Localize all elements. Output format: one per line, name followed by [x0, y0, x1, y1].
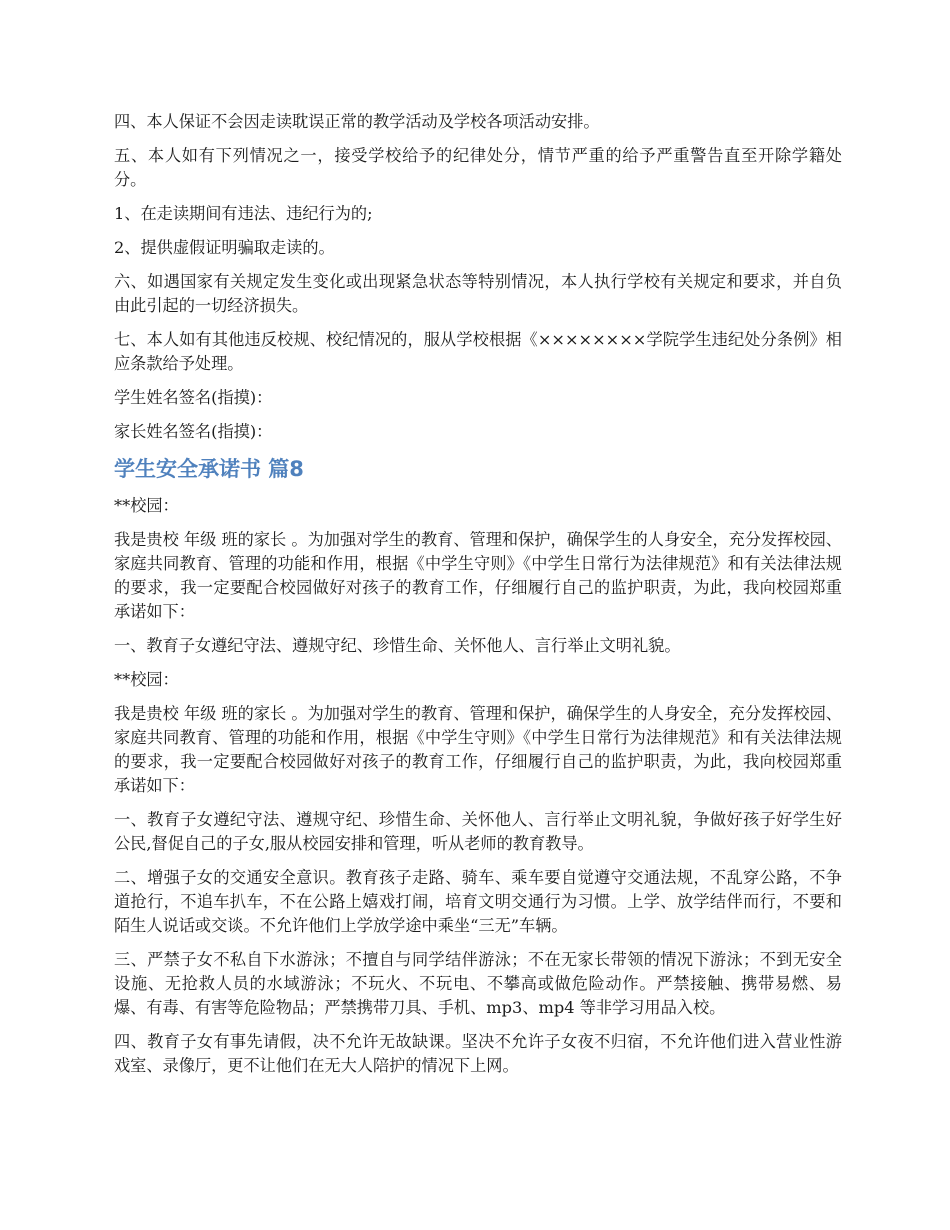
salutation-2: **校园： — [114, 670, 179, 689]
commitment-1: 一、教育子女遵纪守法、遵规守纪、珍惜生命、关怀他人、言行举止文明礼貌，争做好孩子好学生好公民,督促自己的子女,服从校园安排和管理，听从老师的教育教导。 — [114, 810, 842, 853]
paragraph-before-2: 五、本人如有下列情况之一，接受学校给予的纪律处分，情节严重的给予严重警告直至开除学籍处分。 — [114, 146, 842, 189]
student-signature-line: 学生姓名签名(指摸)： — [114, 388, 273, 407]
paragraph-before-5: 六、如遇国家有关规定发生变化或出现紧急状态等特别情况，本人执行学校有关规定和要求，并自负由此引起的一切经济损失。 — [114, 272, 842, 315]
commitment-2: 二、增强子女的交通安全意识。教育孩子走路、骑车、乘车要自觉遵守交通法规，不乱穿公路，不争道抢行，不追车扒车，不在公路上嬉戏打闹，培育文明交通行为习惯。上学、放学结伴而行，不要和陌生人说话或交谈。不允许他们上学放学途中乘坐“三无”车辆。 — [114, 868, 842, 935]
paragraph-before-1: 四、本人保证不会因走读耽误正常的教学活动及学校各项活动安排。 — [114, 112, 600, 131]
parent-signature-line: 家长姓名签名(指摸)： — [114, 422, 273, 441]
commitment-4: 四、教育子女有事先请假，决不允许无故缺课。坚决不允许子女夜不归宿，不允许他们进入营业性游戏室、录像厅，更不让他们在无大人陪护的情况下上网。 — [114, 1032, 842, 1075]
salutation-1: **校园： — [114, 496, 179, 515]
intro-paragraph-1: 我是贵校 年级 班的家长 。为加强对学生的教育、管理和保护，确保学生的人身安全，充分发挥校园、家庭共同教育、管理的功能和作用，根据《中学生守则》《中学生日常行为法律规范》和有关法律法规的要求，我一定要配合校园做好对孩子的教育工作，仔细履行自己的监护职责，为此，我向校园郑重承诺如下： — [114, 530, 842, 621]
commitment-1-short: 一、教育子女遵纪守法、遵规守纪、珍惜生命、关怀他人、言行举止文明礼貌。 — [114, 636, 681, 655]
intro-paragraph-2: 我是贵校 年级 班的家长 。为加强对学生的教育、管理和保护，确保学生的人身安全，充分发挥校园、家庭共同教育、管理的功能和作用，根据《中学生守则》《中学生日常行为法律规范》和有关法律法规的要求，我一定要配合校园做好对孩子的教育工作，仔细履行自己的监护职责，为此，我向校园郑重承诺如下： — [114, 704, 842, 795]
document-page — [114, 110, 842, 1088]
paragraph-before-6: 七、本人如有其他违反校规、校纪情况的，服从学校根据《××××××××学院学生违纪处分条例》相应条款给予处理。 — [114, 330, 842, 373]
paragraph-before-4: 2、提供虚假证明骗取走读的。 — [114, 238, 335, 257]
paragraph-before-3: 1、在走读期间有违法、违纪行为的; — [114, 204, 373, 223]
commitment-3: 三、严禁子女不私自下水游泳；不擅自与同学结伴游泳；不在无家长带领的情况下游泳；不到无安全设施、无抢救人员的水域游泳；不玩火、不玩电、不攀高或做危险动作。严禁接触、携带易燃、易爆、有毒、有害等危险物品；严禁携带刀具、手机、mp3、mp4 等非学习用品入校。 — [114, 950, 842, 1017]
section-heading: 学生安全承诺书 篇8 — [114, 457, 304, 481]
